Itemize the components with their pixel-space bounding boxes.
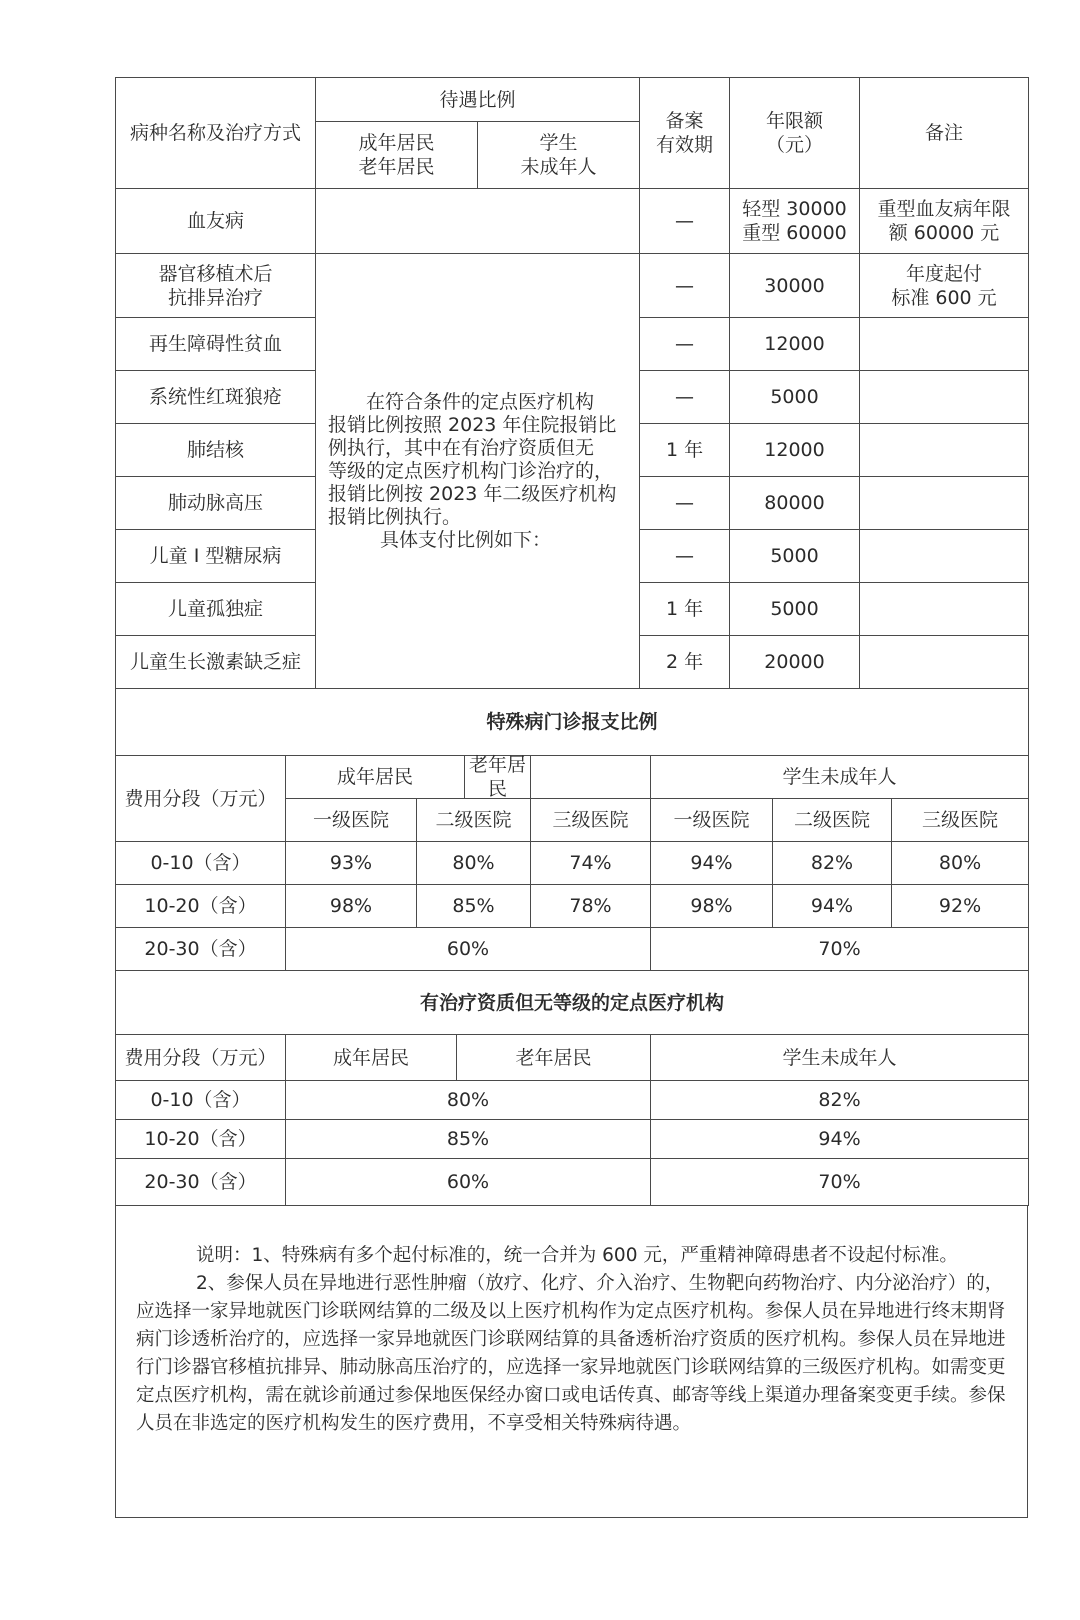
- adult-header: 成年居民: [286, 756, 465, 798]
- limit-cell: 12000: [730, 318, 860, 371]
- limit-cell: 5000: [730, 583, 860, 636]
- no-grade-institution-table: [115, 970, 1029, 1206]
- merged-text-line: 报销比例按照 2023 年住院报销比: [328, 413, 617, 436]
- ratio-cell: 92%: [892, 885, 1029, 928]
- validity-cell: —: [640, 371, 730, 424]
- ratio-merged-text: [316, 254, 640, 689]
- ratio-cell: 80%: [417, 842, 531, 885]
- remark-cell: [860, 371, 1029, 424]
- merged-text-line: 等级的定点医疗机构门诊治疗的，: [328, 459, 614, 482]
- table-row: [116, 928, 1029, 971]
- header-disease: 病种名称及治疗方式: [116, 78, 316, 189]
- merged-text-line: 在符合条件的定点医疗机构: [366, 390, 595, 413]
- policy-sheet: [115, 77, 1028, 1518]
- validity-cell: —: [640, 254, 730, 318]
- table-row: [116, 1159, 1029, 1206]
- header-student: 学生 未成年人: [478, 122, 640, 189]
- note-line-1: 说明：1、特殊病有多个起付标准的，统一合并为 600 元，严重精神障碍患者不设起付标准。: [196, 1245, 958, 1266]
- ratio-cell: 98%: [286, 885, 417, 928]
- ratio-cell: 80%: [286, 1081, 651, 1120]
- validity-cell: —: [640, 189, 730, 254]
- header-ratio: 待遇比例: [316, 78, 640, 122]
- ratio-cell: 82%: [651, 1081, 1029, 1120]
- section-title: 有治疗资质但无等级的定点医疗机构: [116, 971, 1029, 1035]
- limit-cell: 5000: [730, 530, 860, 583]
- student-header: 学生未成年人: [651, 756, 1029, 799]
- remark-cell: [860, 636, 1029, 689]
- segment-cell: 10-20（含）: [116, 1120, 286, 1159]
- table-row: [116, 254, 1029, 318]
- limit-cell: 轻型 30000 重型 60000: [730, 189, 860, 254]
- merged-text-line: 具体支付比例如下：: [380, 528, 552, 551]
- remark-cell: [860, 424, 1029, 477]
- note-line-2: 2、参保人员在异地进行恶性肿瘤（放疗、化疗、介入治疗、生物靶向药物治疗、内分泌治疗）的，应选择一家异地就医门诊联网结算的二级及以上医疗机构作为定点医疗机构。参保人员在异地进行终末期肾病门诊透析治疗的，应选择一家异地就医门诊联网结算的具备透析治疗资质的医疗机构。参保人员在异地进行门诊器官移植抗排异、肺动脉高压治疗的，应选择一家异地就医门诊联网结算的三级医疗机构。如需变更定点医疗机构，需在就诊前通过参保地医保经办窗口或电话传真、邮寄等线上渠道办理备案变更手续。参保人员在非选定的医疗机构发生的医疗费用，不享受相关特殊病待遇。: [136, 1273, 1006, 1434]
- header-limit: 年限额 （元）: [730, 78, 860, 189]
- remark-cell: [860, 318, 1029, 371]
- ratio-cell: 70%: [651, 1159, 1029, 1206]
- disease-name: 器官移植术后 抗排异治疗: [116, 254, 316, 318]
- segment-cell: 0-10（含）: [116, 842, 286, 885]
- ratio-cell-empty: [316, 189, 640, 254]
- elderly-header-ext: [531, 756, 651, 799]
- merged-text-line: 报销比例执行。: [328, 505, 462, 528]
- level-header: 二级医院: [417, 799, 531, 842]
- disease-name: 再生障碍性贫血: [116, 318, 316, 371]
- segment-header: 费用分段（万元）: [116, 756, 286, 842]
- ratio-cell: 60%: [286, 1159, 651, 1206]
- ratio-cell: 60%: [286, 928, 651, 971]
- validity-cell: 1 年: [640, 583, 730, 636]
- ratio-cell: 74%: [531, 842, 651, 885]
- ratio-cell: 85%: [417, 885, 531, 928]
- limit-cell: 12000: [730, 424, 860, 477]
- level-header: 二级医院: [773, 799, 892, 842]
- header-adult: 成年居民 老年居民: [316, 122, 478, 189]
- remark-cell: 重型血友病年限 额 60000 元: [860, 189, 1029, 254]
- disease-name: 儿童生长激素缺乏症: [116, 636, 316, 689]
- remark-cell: 年度起付 标准 600 元: [860, 254, 1029, 318]
- segment-cell: 0-10（含）: [116, 1081, 286, 1120]
- validity-cell: 2 年: [640, 636, 730, 689]
- elderly-header: 老年居民: [457, 1035, 651, 1081]
- limit-cell: 20000: [730, 636, 860, 689]
- segment-cell: 20-30（含）: [116, 928, 286, 971]
- adult-elderly-header: [286, 756, 531, 799]
- disease-name: 肺结核: [116, 424, 316, 477]
- ratio-cell: 93%: [286, 842, 417, 885]
- ratio-cell: 94%: [773, 885, 892, 928]
- ratio-cell: 94%: [651, 842, 773, 885]
- limit-cell: 30000: [730, 254, 860, 318]
- remark-cell: [860, 477, 1029, 530]
- merged-text-line: 报销比例按 2023 年二级医疗机构: [328, 482, 617, 505]
- elderly-header: 老年居民: [468, 754, 526, 800]
- segment-header: 费用分段（万元）: [116, 1035, 286, 1081]
- section-title: 特殊病门诊报支比例: [116, 689, 1029, 756]
- table-row: [116, 1120, 1029, 1159]
- adult-header: 成年居民: [286, 1035, 457, 1081]
- ratio-cell: 82%: [773, 842, 892, 885]
- level-header: 三级医院: [531, 799, 651, 842]
- segment-cell: 20-30（含）: [116, 1159, 286, 1206]
- table-row: [116, 885, 1029, 928]
- disease-name: 系统性红斑狼疮: [116, 371, 316, 424]
- disease-name: 肺动脉高压: [116, 477, 316, 530]
- merged-text-line: 例执行，其中在有治疗资质但无: [328, 436, 595, 459]
- table-row: [116, 1081, 1029, 1120]
- ratio-cell: 98%: [651, 885, 773, 928]
- notes-section: [115, 1206, 1028, 1518]
- ratio-cell: 85%: [286, 1120, 651, 1159]
- student-header: 学生未成年人: [651, 1035, 1029, 1081]
- level-header: 三级医院: [892, 799, 1029, 842]
- limit-cell: 5000: [730, 371, 860, 424]
- validity-cell: 1 年: [640, 424, 730, 477]
- validity-cell: —: [640, 318, 730, 371]
- header-remark: 备注: [860, 78, 1029, 189]
- ratio-cell: 80%: [892, 842, 1029, 885]
- validity-cell: —: [640, 530, 730, 583]
- header-validity: 备案 有效期: [640, 78, 730, 189]
- validity-cell: —: [640, 477, 730, 530]
- remark-cell: [860, 583, 1029, 636]
- remark-cell: [860, 530, 1029, 583]
- disease-limit-table: [115, 77, 1029, 689]
- special-disease-ratio-table: [115, 688, 1029, 971]
- segment-cell: 10-20（含）: [116, 885, 286, 928]
- level-header: 一级医院: [651, 799, 773, 842]
- ratio-cell: 70%: [651, 928, 1029, 971]
- ratio-cell: 94%: [651, 1120, 1029, 1159]
- ratio-cell: 78%: [531, 885, 651, 928]
- table-row: [116, 189, 1029, 254]
- disease-name: 儿童 I 型糖尿病: [116, 530, 316, 583]
- limit-cell: 80000: [730, 477, 860, 530]
- disease-name: 儿童孤独症: [116, 583, 316, 636]
- level-header: 一级医院: [286, 799, 417, 842]
- table-row: [116, 842, 1029, 885]
- disease-name: 血友病: [116, 189, 316, 254]
